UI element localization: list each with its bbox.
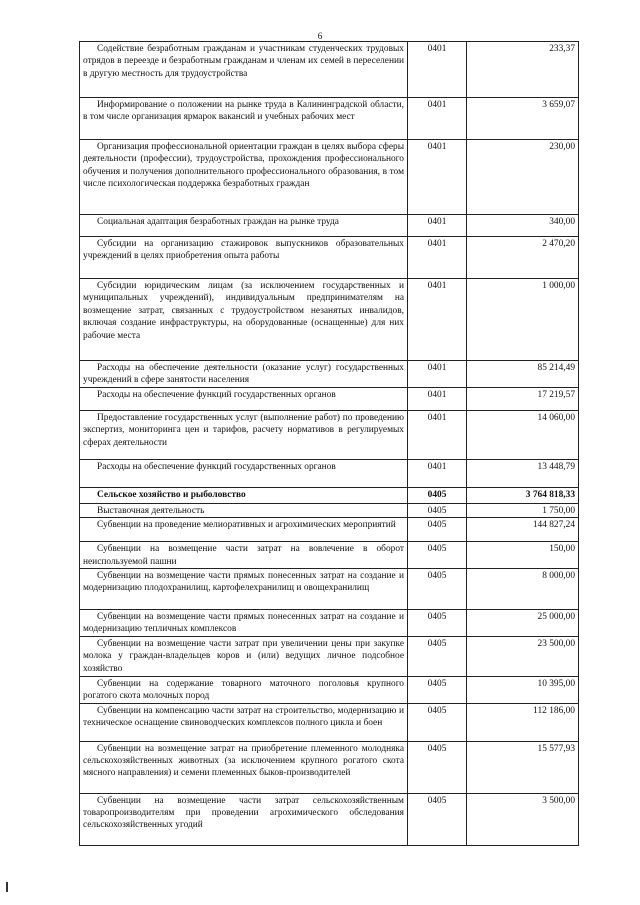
row-name: Субвенции на содержание товарного маточного поголовья крупного рогатого скота молочных пород: [80, 676, 408, 703]
row-code: 0405: [408, 610, 467, 637]
table-row: [80, 636, 579, 676]
row-name: Социальная адаптация безработных граждан на рынке труда: [80, 215, 408, 237]
row-amount: 3 659,07: [467, 98, 579, 140]
row-name: Субвенции на возмещение части затрат на вовлечение в оборот неиспользуемой пашни: [80, 542, 408, 569]
row-name: Содействие безработным гражданам и участникам студенческих трудовых отрядов в переезде и безработным гражданам и членам их семей в переселении в другую местность для трудоустройства: [80, 42, 408, 98]
row-code: 0401: [408, 140, 467, 215]
row-name: Выставочная деятельность: [80, 503, 408, 517]
table-row: [80, 410, 579, 459]
table-row: [80, 459, 579, 487]
row-amount: 25 000,00: [467, 610, 579, 637]
row-amount: 15 577,93: [467, 741, 579, 793]
row-amount: 17 219,57: [467, 387, 579, 410]
row-name: Субвенции на возмещение затрат на приобретение племенного молодняка сельскохозяйственных животных (за исключением крупного рогатого скота мясного направления) и семени племенных быков-производителей: [80, 741, 408, 793]
row-code: 0405: [408, 741, 467, 793]
row-name: Предоставление государственных услуг (выполнение работ) по проведению экспертиз, мониторинга цен и тарифов, расчету нормативов в регулируемых сферах деятельности: [80, 410, 408, 459]
table-row: [80, 676, 579, 703]
row-amount: 1 000,00: [467, 279, 579, 361]
row-name: Субвенции на возмещение части прямых понесенных затрат на создание и модернизацию плодохранилищ, картофелехранилищ и овощехранилищ: [80, 569, 408, 610]
row-amount: 3 500,00: [467, 793, 579, 845]
table-row: [80, 361, 579, 388]
row-name: Информирование о положении на рынке труда в Калининградской области, в том числе организация ярмарок вакансий и учебных рабочих мест: [80, 98, 408, 140]
row-amount: 3 764 818,33: [467, 487, 579, 503]
row-code: 0401: [408, 215, 467, 237]
row-code: 0405: [408, 636, 467, 676]
table-row: [80, 569, 579, 610]
table-row: [80, 237, 579, 279]
table-row: [80, 503, 579, 517]
table-row: [80, 215, 579, 237]
table-row: [80, 610, 579, 637]
row-code: 0401: [408, 98, 467, 140]
row-name: Субвенции на компенсацию части затрат на строительство, модернизацию и техническое оснащение свиноводческих комплексов полного цикла и боен: [80, 703, 408, 741]
row-code: 0405: [408, 487, 467, 503]
table-row: [80, 279, 579, 361]
row-code: 0401: [408, 459, 467, 487]
table-row: [80, 703, 579, 741]
row-amount: 8 000,00: [467, 569, 579, 610]
table-row: [80, 542, 579, 569]
row-code: 0401: [408, 237, 467, 279]
row-amount: 150,00: [467, 542, 579, 569]
row-name: Субвенции на возмещение части прямых понесенных затрат на создание и модернизацию тепличных комплексов: [80, 610, 408, 637]
row-amount: 340,00: [467, 215, 579, 237]
row-name: Расходы на обеспечение деятельности (оказание услуг) государственных учреждений в сфере занятости населения: [80, 361, 408, 388]
row-code: 0405: [408, 569, 467, 610]
row-name: Субсидии на организацию стажировок выпускников образовательных учреждений в целях приобретения опыта работы: [80, 237, 408, 279]
table-row: [80, 98, 579, 140]
table-row: [80, 741, 579, 793]
row-code: 0405: [408, 703, 467, 741]
row-name: Расходы на обеспечение функций государственных органов: [80, 459, 408, 487]
row-code: 0401: [408, 387, 467, 410]
row-code: 0405: [408, 518, 467, 542]
budget-table: [79, 41, 579, 846]
row-name: Расходы на обеспечение функций государственных органов: [80, 387, 408, 410]
row-code: 0405: [408, 503, 467, 517]
row-amount: 233,37: [467, 42, 579, 98]
table-row: [80, 793, 579, 845]
table-row: [80, 387, 579, 410]
row-amount: 2 470,20: [467, 237, 579, 279]
row-code: 0401: [408, 361, 467, 388]
table-row: [80, 140, 579, 215]
table-row: [80, 487, 579, 503]
row-amount: 85 214,49: [467, 361, 579, 388]
budget-table-body: [80, 42, 579, 846]
row-name: Организация профессиональной ориентации граждан в целях выбора сферы деятельности (профессии), трудоустройства, прохождения профессионального обучения и получения дополнительного профессионального образования, в том числе психологическая поддержка безработных граждан: [80, 140, 408, 215]
row-name: Субсидии юридическим лицам (за исключением государственных и муниципальных учреждений), индивидуальным предпринимателям на возмещение затрат, связанных с трудоустройством незанятых инвалидов, включая создание инфраструктуры, на оборудованные (оснащенные) для них рабочие места: [80, 279, 408, 361]
row-code: 0405: [408, 676, 467, 703]
row-name: Сельское хозяйство и рыболовство: [80, 487, 408, 503]
page-number: 6: [317, 31, 323, 41]
row-code: 0405: [408, 542, 467, 569]
row-code: 0401: [408, 410, 467, 459]
row-amount: 112 186,00: [467, 703, 579, 741]
table-row: [80, 518, 579, 542]
margin-mark: [6, 882, 8, 892]
row-amount: 1 750,00: [467, 503, 579, 517]
row-code: 0401: [408, 42, 467, 98]
row-amount: 14 060,00: [467, 410, 579, 459]
row-name: Субвенции на проведение мелиоративных и агрохимических мероприятий: [80, 518, 408, 542]
row-amount: 23 500,00: [467, 636, 579, 676]
row-amount: 10 395,00: [467, 676, 579, 703]
row-code: 0401: [408, 279, 467, 361]
row-amount: 230,00: [467, 140, 579, 215]
table-row: [80, 42, 579, 98]
row-amount: 144 827,24: [467, 518, 579, 542]
row-code: 0405: [408, 793, 467, 845]
row-name: Субвенции на возмещение части затрат сельскохозяйственным товаропроизводителям при проведении агрохимического обследования сельскохозяйственных угодий: [80, 793, 408, 845]
row-name: Субвенции на возмещение части затрат при увеличении цены при закупке молока у граждан-владельцев коров и (или) ведущих личное подсобное хозяйство: [80, 636, 408, 676]
row-amount: 13 448,79: [467, 459, 579, 487]
